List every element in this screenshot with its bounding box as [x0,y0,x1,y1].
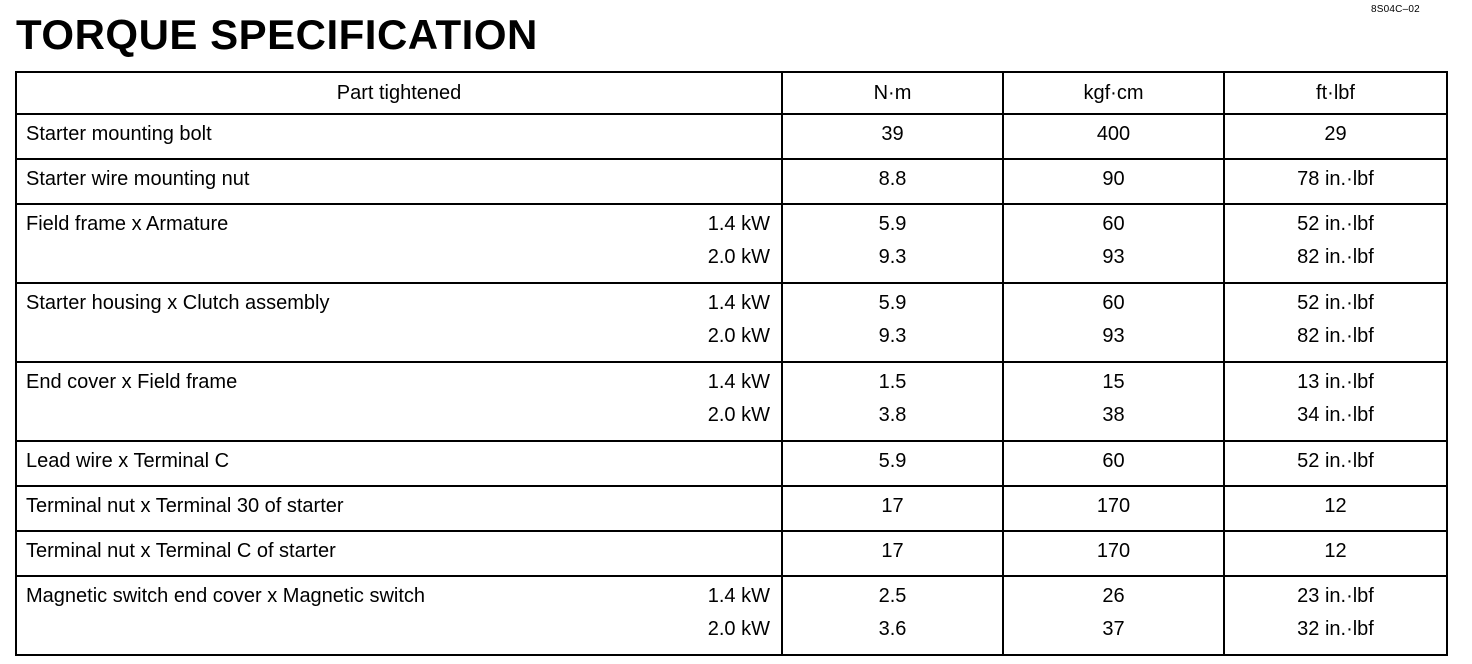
ftlbf-cell [1224,114,1447,159]
part-name: Magnetic switch end cover x Magnetic switch [26,585,426,607]
part-cell [16,531,782,576]
page-title: TORQUE SPECIFICATION [16,11,538,58]
kgfcm-cell [1003,576,1224,655]
kgfcm-cell [1003,486,1224,531]
ftlbf-cell [1224,576,1447,655]
kgfcm-cell [1003,441,1224,486]
nm-value: 17 [881,495,904,517]
variant-label: 1.4 kW [707,292,770,314]
ftlbf-value: 82 in.·lbf [1297,246,1374,268]
ftlbf-value: 12 [1324,540,1347,562]
ftlbf-value: 52 in.·lbf [1297,450,1374,472]
ftlbf-cell [1224,362,1447,441]
part-cell [16,576,782,655]
nm-cell [782,283,1003,362]
table-row [16,486,1447,531]
kgfcm-value: 60 [1102,292,1125,314]
variant-label: 2.0 kW [707,404,770,426]
variant-list [708,366,770,432]
variant-label: 2.0 kW [707,618,770,640]
table-body [16,114,1447,655]
table-row [16,362,1447,441]
part-name: Terminal nut x Terminal 30 of starter [26,495,344,517]
ftlbf-cell [1224,159,1447,204]
variant-list [708,287,770,353]
header-nm: N·m [782,72,1003,114]
nm-cell [782,204,1003,283]
ftlbf-cell [1224,204,1447,283]
variant-label: 1.4 kW [707,371,770,393]
variant-label: 1.4 kW [707,585,770,607]
kgfcm-value: 38 [1102,404,1125,426]
kgfcm-value: 60 [1102,213,1125,235]
table-row [16,159,1447,204]
kgfcm-cell [1003,283,1224,362]
part-cell [16,362,782,441]
variant-label: 2.0 kW [707,325,770,347]
kgfcm-cell [1003,159,1224,204]
nm-value: 3.6 [878,618,907,640]
kgfcm-value: 170 [1096,540,1131,562]
variant-list [708,580,770,646]
ftlbf-value: 78 in.·lbf [1297,168,1374,190]
ftlbf-cell [1224,441,1447,486]
ftlbf-value: 29 [1324,123,1347,145]
ftlbf-cell [1224,486,1447,531]
kgfcm-value: 93 [1102,246,1125,268]
nm-value: 39 [881,123,904,145]
ftlbf-value: 12 [1324,495,1347,517]
part-cell [16,486,782,531]
nm-value: 9.3 [878,325,907,347]
ftlbf-cell [1224,283,1447,362]
ftlbf-value: 82 in.·lbf [1297,325,1374,347]
kgfcm-cell [1003,531,1224,576]
ftlbf-value: 32 in.·lbf [1297,618,1374,640]
part-name: Starter wire mounting nut [26,168,250,190]
nm-cell [782,531,1003,576]
part-name: Terminal nut x Terminal C of starter [26,540,336,562]
header-row [16,72,1447,114]
header-part: Part tightened [16,72,782,114]
kgfcm-value: 15 [1102,371,1125,393]
table-row [16,204,1447,283]
nm-cell [782,114,1003,159]
torque-table [15,71,1448,656]
ftlbf-value: 34 in.·lbf [1297,404,1374,426]
kgfcm-value: 60 [1102,450,1125,472]
nm-value: 5.9 [878,213,907,235]
nm-value: 2.5 [878,585,907,607]
header-ftlbf: ft·lbf [1224,72,1447,114]
part-name: End cover x Field frame [26,371,238,393]
kgfcm-value: 170 [1096,495,1131,517]
table-row [16,114,1447,159]
nm-value: 17 [881,540,904,562]
nm-cell [782,441,1003,486]
nm-cell [782,362,1003,441]
table-row [16,576,1447,655]
nm-cell [782,159,1003,204]
nm-value: 3.8 [878,404,907,426]
nm-value: 1.5 [878,371,907,393]
header-kgfcm: kgf·cm [1003,72,1224,114]
ftlbf-value: 52 in.·lbf [1297,213,1374,235]
variant-list [708,208,770,274]
part-cell [16,114,782,159]
kgfcm-cell [1003,204,1224,283]
variant-label: 1.4 kW [707,213,770,235]
table-row [16,441,1447,486]
part-name: Lead wire x Terminal C [26,450,230,472]
variant-label: 2.0 kW [707,246,770,268]
nm-cell [782,486,1003,531]
kgfcm-value: 26 [1102,585,1125,607]
nm-value: 9.3 [878,246,907,268]
kgfcm-value: 93 [1102,325,1125,347]
ftlbf-value: 13 in.·lbf [1297,371,1374,393]
kgfcm-value: 90 [1102,168,1125,190]
document-code: 8S04C–02 [1371,4,1420,15]
table-row [16,283,1447,362]
table-row [16,531,1447,576]
nm-value: 8.8 [878,168,907,190]
ftlbf-cell [1224,531,1447,576]
kgfcm-cell [1003,114,1224,159]
part-cell [16,283,782,362]
part-cell [16,204,782,283]
part-cell [16,159,782,204]
part-name: Field frame x Armature [26,213,229,235]
part-cell [16,441,782,486]
kgfcm-cell [1003,362,1224,441]
part-name: Starter housing x Clutch assembly [26,292,330,314]
kgfcm-value: 400 [1096,123,1131,145]
ftlbf-value: 52 in.·lbf [1297,292,1374,314]
nm-value: 5.9 [878,450,907,472]
nm-value: 5.9 [878,292,907,314]
kgfcm-value: 37 [1102,618,1125,640]
part-name: Starter mounting bolt [26,123,212,145]
nm-cell [782,576,1003,655]
ftlbf-value: 23 in.·lbf [1297,585,1374,607]
